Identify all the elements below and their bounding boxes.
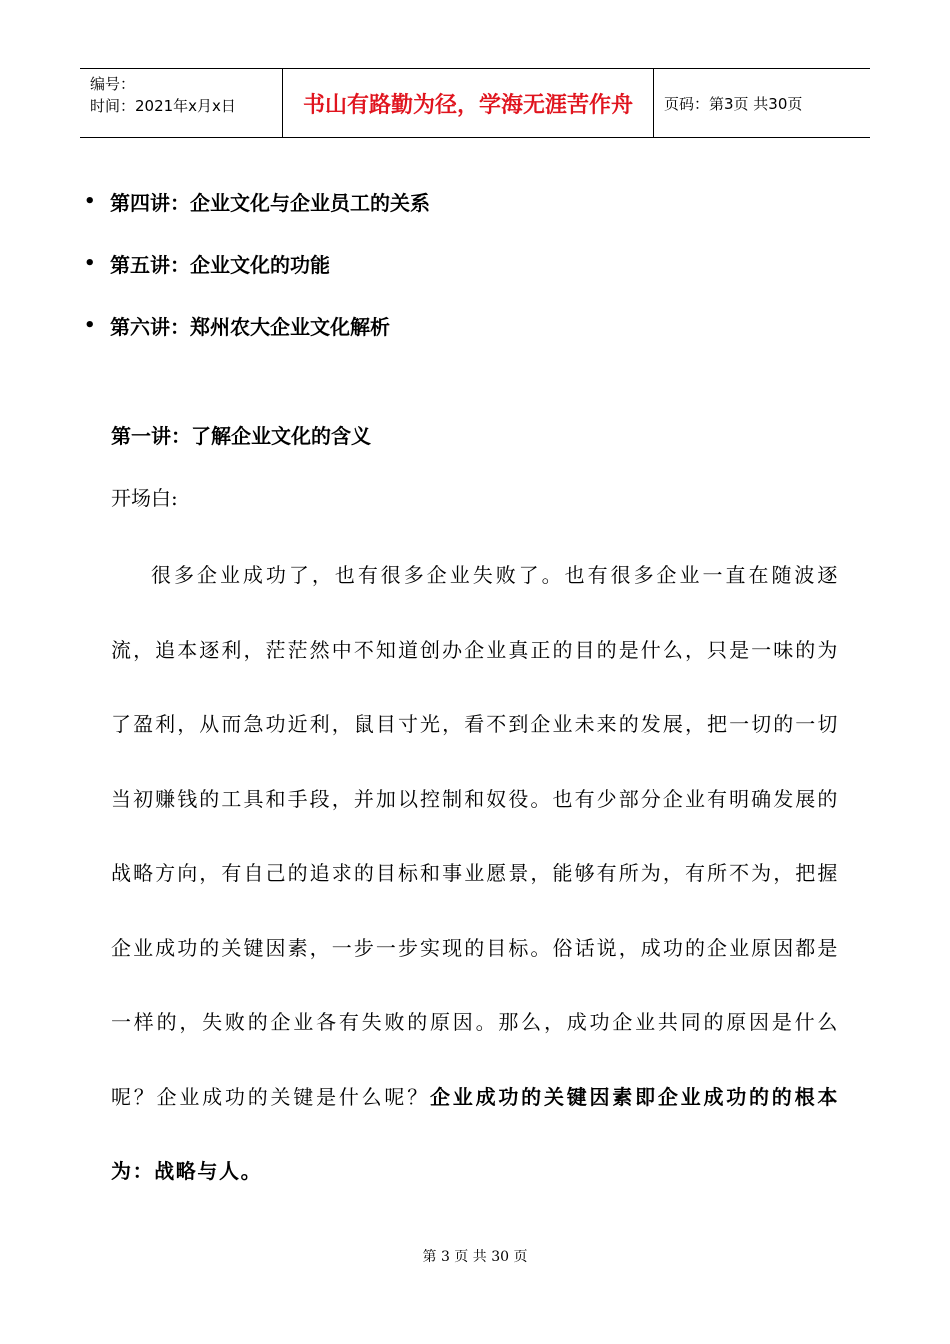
- list-item: [84, 232, 430, 294]
- section-title: 第一讲：了解企业文化的含义: [111, 424, 371, 448]
- body-text: 很多企业成功了，也有很多企业失败了。也有很多企业一直在随波逐流，追本逐利，茫茫然中不知道创办企业真正的目的是什么，只是一味的为了盈利，从而急功近利，鼠目寸光，看不到企业未来的发展，把一切的一切当初赚钱的工具和手段，并加以控制和奴役。也有少部分企业有明确发展的战略方向，有自己的追求的目标和事业愿景，能够有所为，有所不为，把握企业成功的关键因素，一步一步实现的目标。俗话说，成功的企业原因都是一样的，失败的企业各有失败的原因。那么，成功企业共同的原因是什么呢？企业成功的关键是什么呢？: [111, 563, 839, 1109]
- lecture-title: 第六讲：郑州农大企业文化解析: [110, 314, 390, 339]
- body-bold-text: 企业成功的关键因素即企业成功的的根本为：战略与人。: [111, 1084, 839, 1183]
- list-item: [84, 294, 430, 356]
- lecture-title: 第四讲：企业文化与企业员工的关系: [110, 190, 430, 215]
- header-motto: 书山有路勤为径，学海无涯苦作舟: [282, 69, 654, 137]
- lecture-title: 第五讲：企业文化的功能: [110, 252, 330, 277]
- page-footer: 第 3 页 共 30 页: [422, 1249, 528, 1265]
- serial-label: 编号：: [90, 75, 136, 93]
- bullet-icon: •: [84, 252, 96, 274]
- opening-label: 开场白:: [111, 486, 178, 510]
- bullet-icon: •: [84, 314, 96, 336]
- lecture-list: [84, 170, 430, 356]
- body-paragraph: [111, 538, 839, 1209]
- header-page-label: 页码：第3页 共30页: [664, 94, 803, 113]
- time-label: 时间：2021年x月x日: [90, 97, 236, 115]
- page-header: [80, 68, 870, 138]
- header-meta: [80, 69, 282, 137]
- bullet-icon: •: [84, 190, 96, 212]
- list-item: [84, 170, 430, 232]
